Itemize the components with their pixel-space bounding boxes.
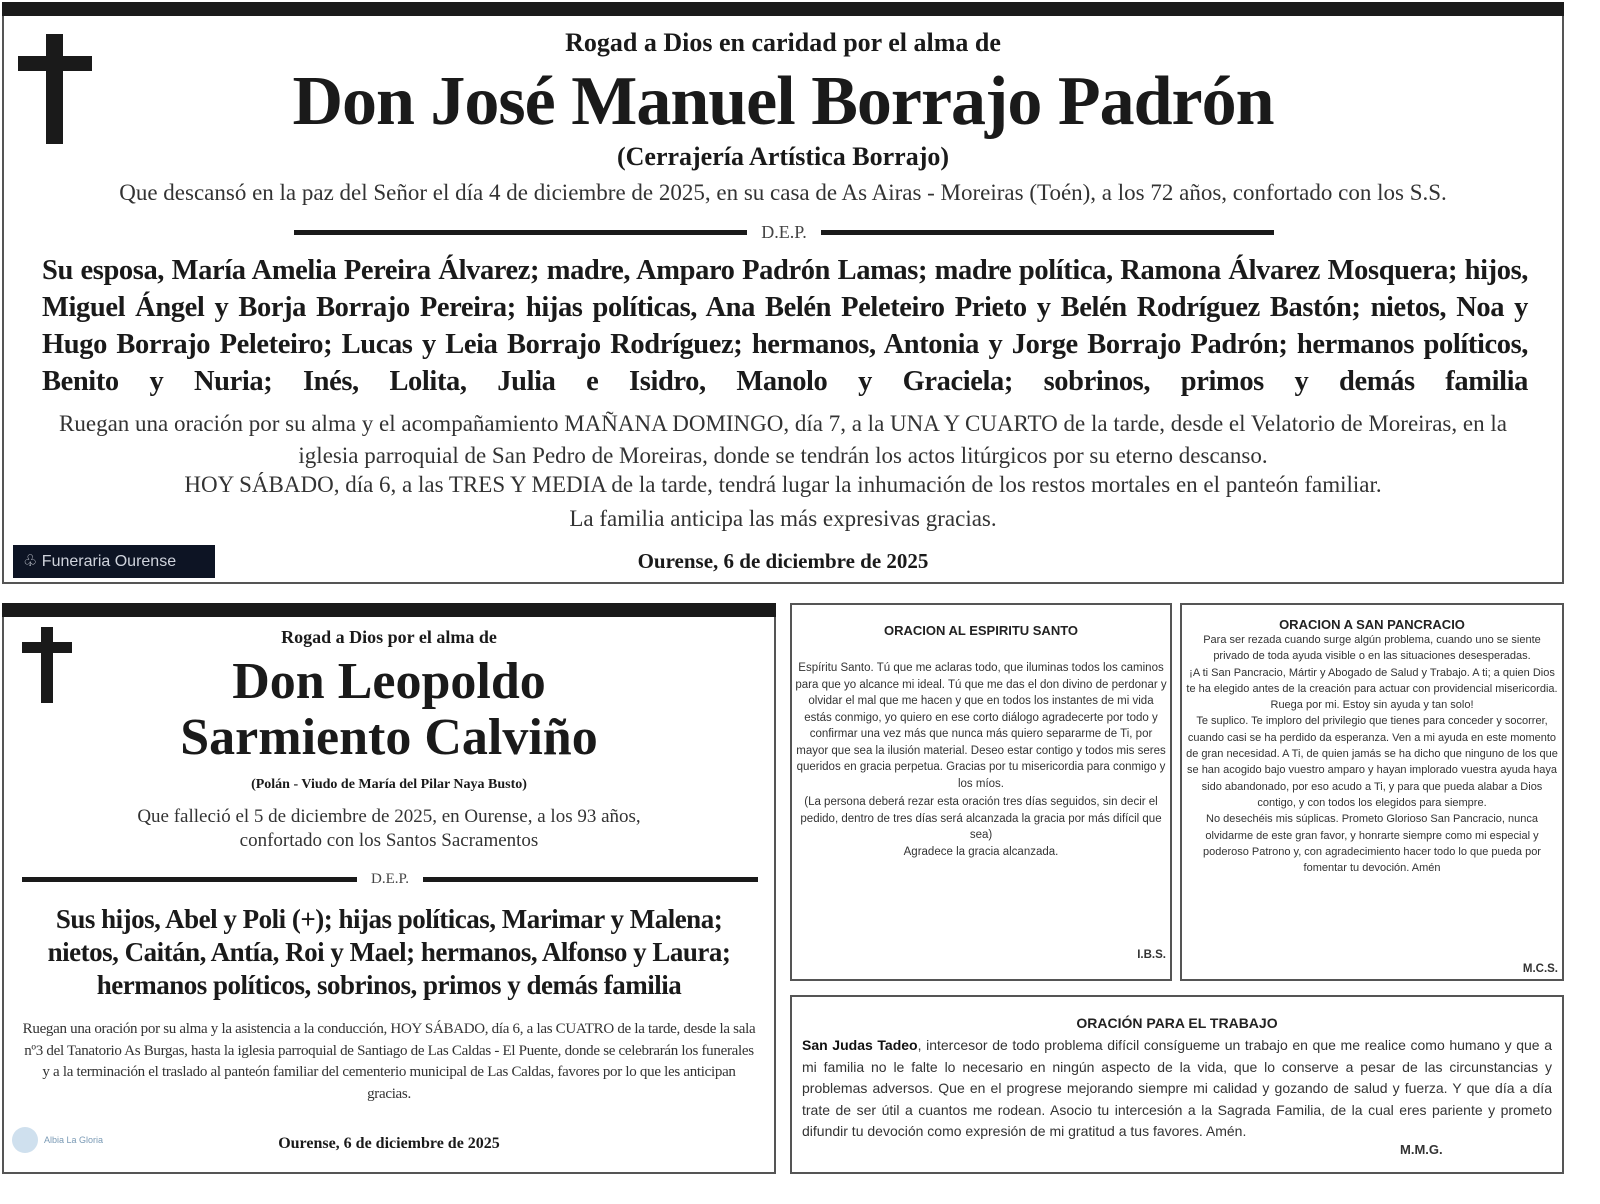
thanks: La familia anticipa las más expresivas gracias. [569,506,997,531]
obituary-borrajo [2,2,1564,584]
service-info: Ruegan una oración por su alma y el acompañamiento MAÑANA DOMINGO, día 7, a la UNA Y CUARTO de la tarde, desde el Velatorio de Moreiras, en la iglesia parroquial de San Pedro de Moreiras, donde se tendrán los actos litúrgicos por su eterno descanso. [59,411,1507,468]
family-list: Sus hijos, Abel y Poli (+); hijas políticas, Marimar y Malena; nietos, Caitán, Antía, Roi y Mael; hermanos, Alfonso y Laura; hermanos políticos, sobrinos, primos y demás familia [47,904,731,1000]
prayer-body: San Judas Tadeo, intercesor de todo problema difícil consígueme un trabajo en que me realice como humano y que a mi familia no le falte lo necesario en ningún aspecto de la vida, que lo conserve a pesar de las circunstancias y problemas adversos. Que en el progrese mejorando siempre mi calidad y gozando de salud y fuerza. Y que día a día trate de ser útil a cuantos me rodean. Asocio tu intercesión a la Sagrada Familia, de la cual eres pariente y prometo difundir tu devoción como expresión de mi gratitud a tus favores. Amén. [802,1037,1552,1139]
deceased-name-line2: Sarmiento Calviño [180,709,598,766]
dep-label: D.E.P. [371,871,409,887]
family-list: Su esposa, María Amelia Pereira Álvarez; madre, Amparo Padrón Lamas; madre política, Ramona Álvarez Mosquera; hijos, Miguel Ángel y Borja Borrajo Pereira; hijas políticas, Ana Belén Peleteiro Prieto y Belén Rodríguez Bastón; nietos, Noa y Hugo Borrajo Peleteiro; Lucas y Leia Borrajo Rodríguez; hermanos, Antonia y Jorge Borrajo Padrón; hermanos políticos, Benito y Nuria; Inés, Lolita, Julia e Isidro, Manolo y Graciela; sobrinos, primos y demás familia [42,255,1528,397]
prayer-initials: M.C.S. [1522,962,1558,975]
funeral-home-logo: Albia La Gloria [12,1127,103,1153]
dep-label: D.E.P. [761,222,807,242]
service-info: Ruegan una oración por su alma y la asistencia a la conducción, HOY SÁBADO, día 6, a las CUATRO de la tarde, desde la sala nº3 del Tanatorio As Burgas, hasta la iglesia parroquial de Santiago de Las Caldas - El Puente, donde se celebrarán los funerales y a la terminación el traslado al panteón familiar del cementerio municipal de Las Caldas, favores por lo que les anticipan gracias. [22,1021,756,1102]
prayer-initials: I.B.S. [1137,948,1166,961]
deceased-name: Don José Manuel Borrajo Padrón [292,63,1274,140]
leaf-icon: ♧ [23,553,42,570]
intro: Rogad a Dios por el alma de [281,627,497,647]
prayer-note: (La persona deberá rezar esta oración tres días seguidos, sin decir el pedido, dentro de tres días será alcanzada la gracia por más difícil que sea) [800,796,1162,841]
prayer-body: Espíritu Santo. Tú que me aclaras todo, que iluminas todos los caminos para que yo alcance mi ideal. Tú que me das el don divino de perdonar y olvidar el mal que me hacen y que en todos los instantes de mi vida estás conmigo, yo quiero en ese corto diálogo agradecerte por todo y confirmar una vez más que nunca más quiero separarme de Ti, por mayor que sea la ilusión material. Deseo estar contigo y todos mis seres queridos en gracia perpetua. Gracias por tu misericordia para conmigo y los míos. [795,662,1167,790]
death-notice: Que falleció el 5 de diciembre de 2025, en Ourense, a los 93 años, confortado con los Santos Sacramentos [137,806,641,851]
top-rule [2,603,776,617]
obituary-sarmiento [2,603,776,1174]
prayer-paragraph: No desechéis mis súplicas. Prometo Glorioso San Pancracio, nunca olvidarme de este gran favor, y honrarte siempre como mi especial y poderoso Patrono y, con agradecimiento hacer todo lo que pueda por fomentar tu devoción. Amén [1203,813,1541,875]
prayer-title: ORACION AL ESPIRITU SANTO [883,623,1079,638]
prayer-paragraph: Te suplico. Te imploro del privilegio que tienes para conceder y socorrer, cuando casi se ha perdido da esperanza. Ven a mi ayuda en este momento de gran necesidad. A Ti, de quien jamás se ha dicho que ninguno de los que se han acogido bajo vuestro amparo y hayan implorado vuestra ayuda haya sido abandonado, por eso acudo a Ti, y para que pueda alabar a Dios contigo, y con todos los elegidos para siempre. [1186,715,1558,809]
date: Ourense, 6 de diciembre de 2025 [637,549,929,573]
dep-divider [294,222,1274,243]
top-rule [2,2,1564,16]
prayer-paragraph: ¡A ti San Pancracio, Mártir y Abogado de Salud y Trabajo. A ti; a quien Dios te ha elegido antes de la creación para actuar con providencial misericordia. Ruega por mi. Estoy sin ayuda y tan solo! [1186,666,1558,712]
date: Ourense, 6 de diciembre de 2025 [278,1135,500,1152]
subtitle: (Polán - Viudo de María del Pilar Naya Busto) [251,777,527,792]
prayer-initials: M.M.G. [1400,1141,1443,1157]
funeraria-ourense-logo: ♧ Funeraria Ourense [13,545,215,578]
prayer-espiritu-santo [790,603,1172,981]
prayer-thanks: Agradece la gracia alcanzada. [903,845,1059,858]
burial-info: HOY SÁBADO, día 6, a las TRES Y MEDIA de la tarde, tendrá lugar la inhumación de los restos mortales en el panteón familiar. [184,472,1382,497]
prayer-title: ORACIÓN PARA EL TRABAJO [1076,1015,1278,1031]
subtitle: (Cerrajería Artística Borrajo) [616,142,950,171]
prayer-san-pancracio [1180,603,1564,981]
prayer-trabajo [790,995,1564,1174]
intro: Rogad a Dios en caridad por el alma de [565,28,1001,57]
prayer-title: ORACION A SAN PANCRACIO [1279,617,1465,632]
deceased-name-line1: Don Leopoldo [232,653,546,710]
death-notice: Que descansó en la paz del Señor el día 4 de diciembre de 2025, en su casa de As Airas - Moreiras (Toén), a los 72 años, confortado con los S.S. [119,180,1447,205]
prayer-lead: San Judas Tadeo [802,1037,918,1053]
prayer-paragraph: Para ser rezada cuando surge algún problema, cuando uno se siente privado de toda ayuda visible o en las situaciones desesperadas. [1203,634,1541,663]
dep-divider [22,871,758,888]
